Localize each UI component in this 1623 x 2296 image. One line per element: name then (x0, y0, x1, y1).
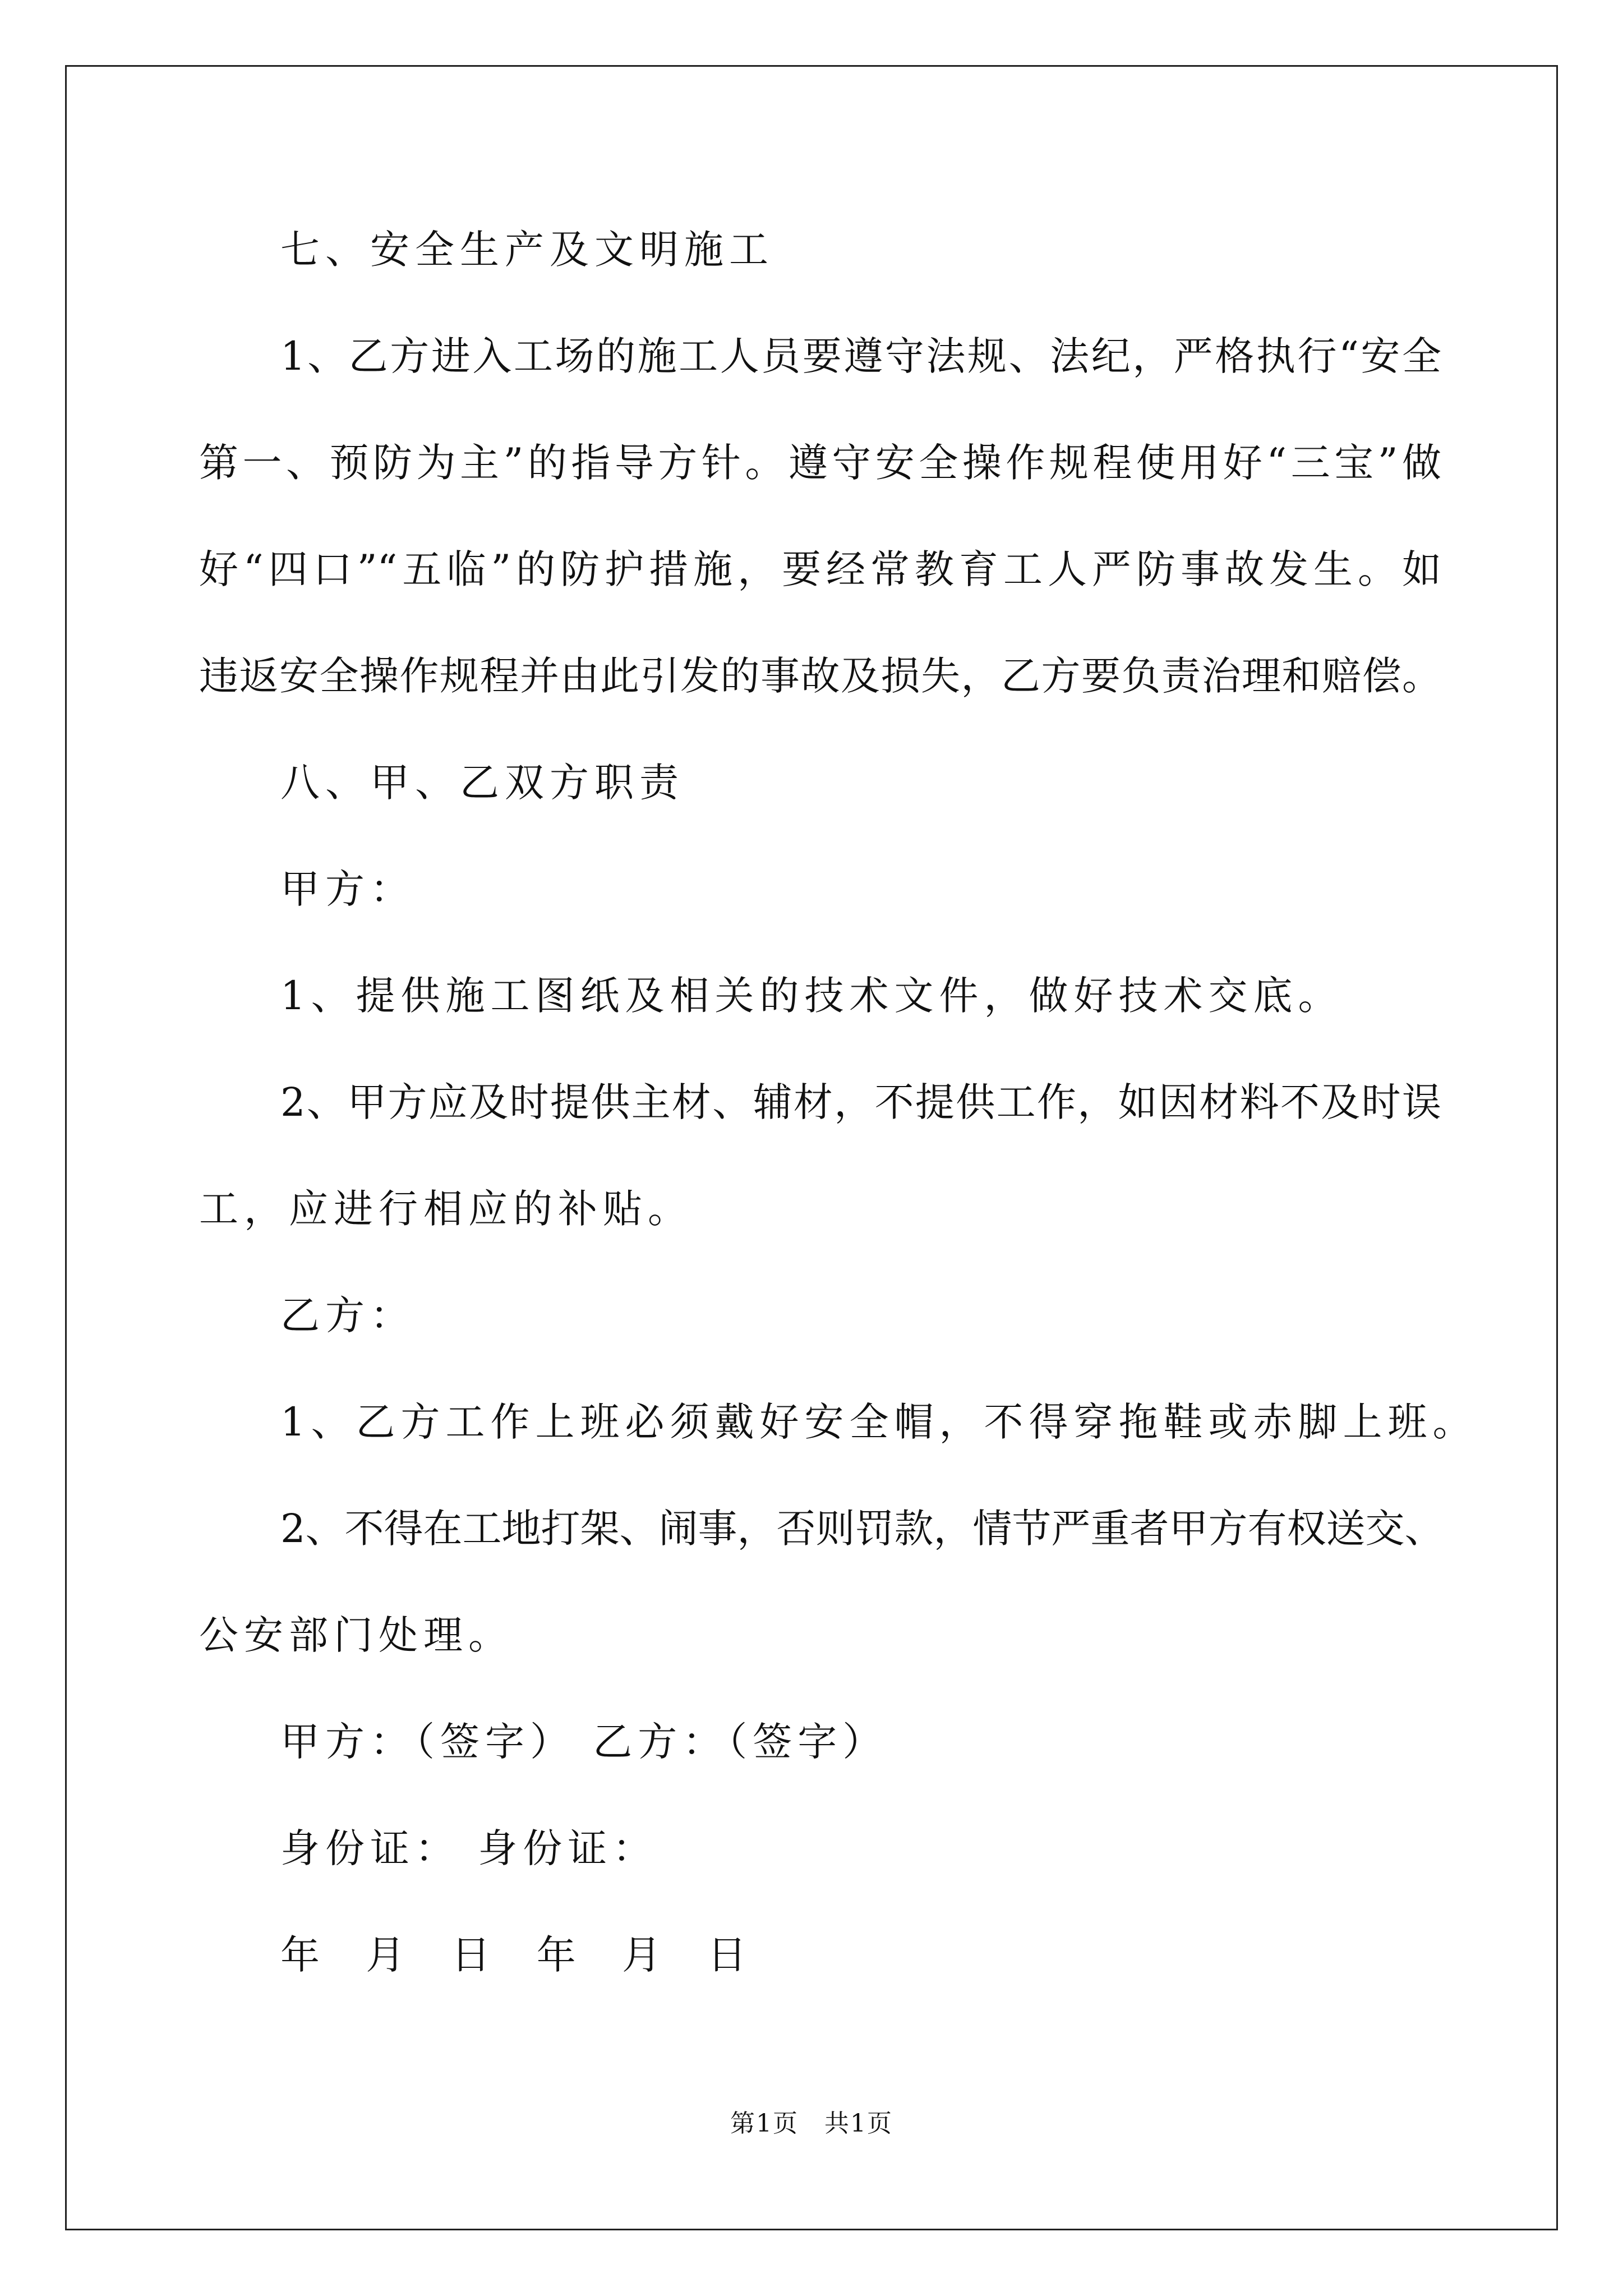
party-a-item-2-line-2: 工，应进行相应的补贴。 (199, 1186, 693, 1232)
party-b-item-1: 1、乙方工作上班必须戴好安全帽，不得穿拖鞋或赤脚上班。 (280, 1399, 1478, 1445)
page-footer: 第1页 共1页 (730, 2109, 893, 2138)
section7-heading: 七、安全生产及文明施工 (280, 227, 774, 273)
party-a-item-1: 1、提供施工图纸及相关的技术文件，做好技术交底。 (280, 973, 1343, 1019)
id-card-line: 身份证： 身份证： (280, 1825, 658, 1871)
party-b-item-2-line-2: 公安部门处理。 (199, 1612, 513, 1658)
section7-para-line-1: 1、乙方进入工场的施工人员要遵守法规、法纪，严格执行“安全 (280, 333, 1441, 379)
party-b-label: 乙方： (280, 1292, 415, 1338)
section7-para-line-2: 第一、预防为主”的指导方针。遵守安全操作规程使用好“三宝”做 (199, 440, 1441, 486)
section7-para-line-4: 违返安全操作规程并由此引发的事故及损失，乙方要负责治理和赔偿。 (199, 653, 1441, 699)
signature-line: 甲方：（签字） 乙方：（签字） (280, 1719, 888, 1765)
party-a-item-2-line-1: 2、甲方应及时提供主材、辅材，不提供工作，如因材料不及时误 (280, 1079, 1441, 1125)
date-line: 年 月 日 年 月 日 (280, 1932, 764, 1978)
page-border (65, 65, 1558, 2230)
section7-para-line-3: 好“四口”“五临”的防护措施，要经常教育工人严防事故发生。如 (199, 546, 1441, 592)
section8-heading: 八、甲、乙双方职责 (280, 760, 684, 806)
party-b-item-2-line-1: 2、不得在工地打架、闹事，否则罚款，情节严重者甲方有权送交、 (280, 1506, 1444, 1552)
party-a-label: 甲方： (280, 866, 415, 912)
